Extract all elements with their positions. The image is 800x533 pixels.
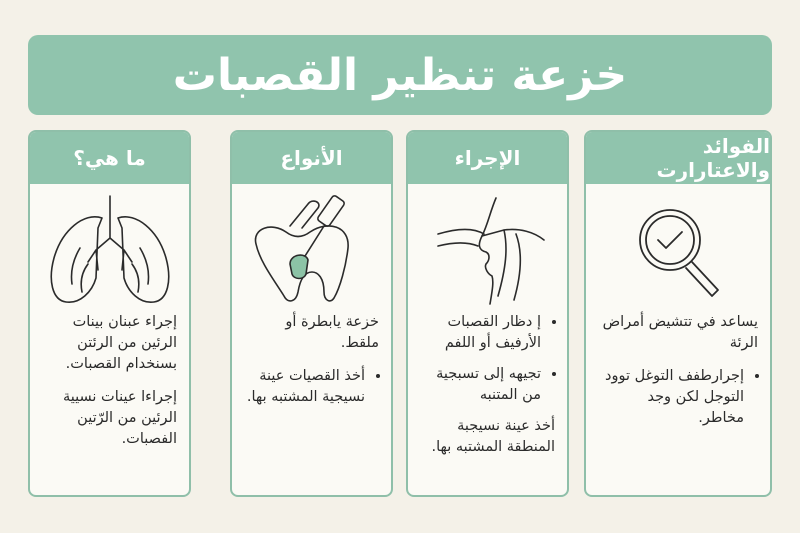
card-paragraph: أخذ عينة نسيجبة المنطقة المشتبه بها. xyxy=(431,418,555,456)
card-bullet: • تجيهه إلى تسبجية من المتنبه xyxy=(420,364,541,406)
card-paragraph: إجراءا عينات نسيية الرئين من الرّتين الفصبات. xyxy=(62,389,177,448)
card-what-is-it xyxy=(28,130,191,497)
card-paragraph: يساعد في تتشيض أمراض الرئة xyxy=(602,314,758,352)
nose-tube-icon xyxy=(408,184,567,312)
lungs-icon xyxy=(30,184,189,312)
magnifier-check-icon xyxy=(586,184,770,312)
card-header: ما هي؟ xyxy=(30,132,189,184)
card-paragraph: خزعة يابطرة أو ملقط. xyxy=(285,314,379,352)
card-benefits-considerations xyxy=(584,130,772,497)
card-bullet: • إجرارطفف التوغل توود التوجل لكن وجد مخاطر. xyxy=(598,366,744,429)
card-paragraph: إجراء عبنان بينات الرئين من الرئتن بسنخدام القصبات. xyxy=(65,314,177,373)
card-procedure xyxy=(406,130,569,497)
title-banner xyxy=(28,35,772,115)
card-bullet: • أخذ القصيات عينة نسيجية المشتبه بها. xyxy=(244,366,365,408)
page-title: خزعة تنظير القصبات xyxy=(172,49,628,101)
forceps-biopsy-icon xyxy=(232,184,391,312)
card-header: الفوائد والاعتارارت xyxy=(586,132,770,184)
card-header: الأنواع xyxy=(232,132,391,184)
card-header: الإجراء xyxy=(408,132,567,184)
card-types xyxy=(230,130,393,497)
card-bullet: • إ دظار القصبات الأرفيف أو اللفم xyxy=(420,312,541,354)
